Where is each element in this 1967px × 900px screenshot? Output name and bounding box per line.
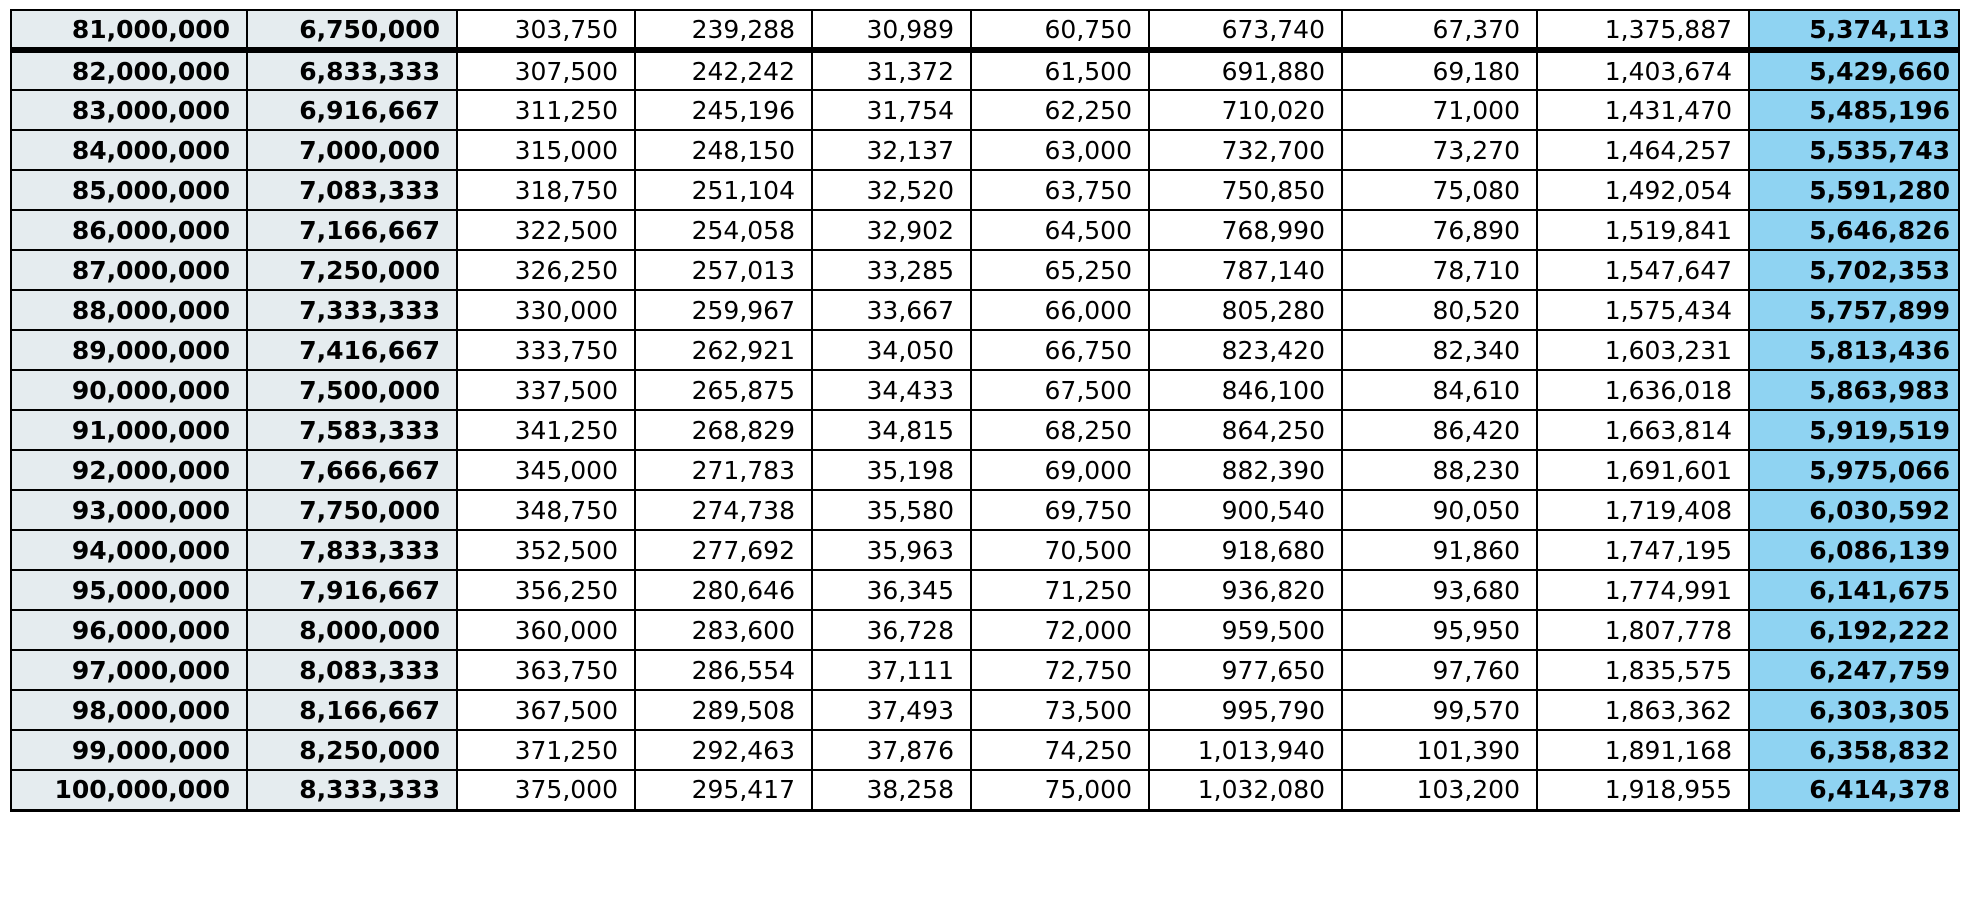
deduction-a-cell[interactable]: 375,000: [457, 770, 635, 810]
deduction-a-cell[interactable]: 341,250: [457, 410, 635, 450]
local-tax-cell[interactable]: 99,570: [1342, 690, 1537, 730]
local-tax-cell[interactable]: 95,950: [1342, 610, 1537, 650]
deduction-d-cell[interactable]: 62,250: [971, 90, 1149, 130]
net-amount-cell[interactable]: 5,919,519: [1749, 410, 1959, 450]
deduction-b-cell[interactable]: 274,738: [635, 490, 812, 530]
deduction-d-cell[interactable]: 71,250: [971, 570, 1149, 610]
monthly-amount-cell[interactable]: 7,166,667: [247, 210, 457, 250]
monthly-amount-cell[interactable]: 7,916,667: [247, 570, 457, 610]
deduction-d-cell[interactable]: 69,750: [971, 490, 1149, 530]
deduction-a-cell[interactable]: 371,250: [457, 730, 635, 770]
deduction-a-cell[interactable]: 337,500: [457, 370, 635, 410]
tax-cell[interactable]: 918,680: [1149, 530, 1342, 570]
monthly-amount-cell[interactable]: 7,750,000: [247, 490, 457, 530]
total-deduction-cell[interactable]: 1,863,362: [1537, 690, 1749, 730]
tax-cell[interactable]: 977,650: [1149, 650, 1342, 690]
table-row: [11, 690, 1959, 730]
table-row: [11, 210, 1959, 250]
gross-amount-cell[interactable]: 98,000,000: [11, 690, 247, 730]
deduction-a-cell[interactable]: 326,250: [457, 250, 635, 290]
net-amount-cell[interactable]: 5,485,196: [1749, 90, 1959, 130]
local-tax-cell[interactable]: 82,340: [1342, 330, 1537, 370]
gross-amount-cell[interactable]: 87,000,000: [11, 250, 247, 290]
deduction-b-cell[interactable]: 262,921: [635, 330, 812, 370]
gross-amount-cell[interactable]: 96,000,000: [11, 610, 247, 650]
deduction-c-cell[interactable]: 35,198: [812, 450, 971, 490]
net-amount-cell[interactable]: 5,429,660: [1749, 50, 1959, 90]
local-tax-cell[interactable]: 76,890: [1342, 210, 1537, 250]
net-amount-cell[interactable]: 6,303,305: [1749, 690, 1959, 730]
local-tax-cell[interactable]: 101,390: [1342, 730, 1537, 770]
deduction-d-cell[interactable]: 65,250: [971, 250, 1149, 290]
tax-cell[interactable]: 959,500: [1149, 610, 1342, 650]
deduction-b-cell[interactable]: 239,288: [635, 10, 812, 50]
table-row: [11, 10, 1959, 50]
deduction-b-cell[interactable]: 245,196: [635, 90, 812, 130]
total-deduction-cell[interactable]: 1,774,991: [1537, 570, 1749, 610]
deduction-b-cell[interactable]: 257,013: [635, 250, 812, 290]
table-row: [11, 290, 1959, 330]
deduction-a-cell[interactable]: 333,750: [457, 330, 635, 370]
deduction-d-cell[interactable]: 73,500: [971, 690, 1149, 730]
gross-amount-cell[interactable]: 82,000,000: [11, 50, 247, 90]
deduction-c-cell[interactable]: 34,815: [812, 410, 971, 450]
net-amount-cell[interactable]: 6,141,675: [1749, 570, 1959, 610]
net-amount-cell[interactable]: 5,374,113: [1749, 10, 1959, 50]
net-amount-cell[interactable]: 6,247,759: [1749, 650, 1959, 690]
monthly-amount-cell[interactable]: 7,416,667: [247, 330, 457, 370]
local-tax-cell[interactable]: 84,610: [1342, 370, 1537, 410]
deduction-a-cell[interactable]: 345,000: [457, 450, 635, 490]
table-row: [11, 650, 1959, 690]
deduction-d-cell[interactable]: 63,000: [971, 130, 1149, 170]
gross-amount-cell[interactable]: 97,000,000: [11, 650, 247, 690]
total-deduction-cell[interactable]: 1,431,470: [1537, 90, 1749, 130]
deduction-a-cell[interactable]: 315,000: [457, 130, 635, 170]
deduction-b-cell[interactable]: 292,463: [635, 730, 812, 770]
deduction-b-cell[interactable]: 277,692: [635, 530, 812, 570]
local-tax-cell[interactable]: 91,860: [1342, 530, 1537, 570]
table-row: [11, 170, 1959, 210]
deduction-a-cell[interactable]: 330,000: [457, 290, 635, 330]
salary-table: [10, 9, 1960, 812]
deduction-c-cell[interactable]: 36,345: [812, 570, 971, 610]
table-row: [11, 730, 1959, 770]
gross-amount-cell[interactable]: 92,000,000: [11, 450, 247, 490]
deduction-a-cell[interactable]: 367,500: [457, 690, 635, 730]
deduction-c-cell[interactable]: 35,580: [812, 490, 971, 530]
deduction-d-cell[interactable]: 68,250: [971, 410, 1149, 450]
deduction-c-cell[interactable]: 36,728: [812, 610, 971, 650]
deduction-b-cell[interactable]: 286,554: [635, 650, 812, 690]
gross-amount-cell[interactable]: 99,000,000: [11, 730, 247, 770]
monthly-amount-cell[interactable]: 7,833,333: [247, 530, 457, 570]
total-deduction-cell[interactable]: 1,891,168: [1537, 730, 1749, 770]
deduction-b-cell[interactable]: 268,829: [635, 410, 812, 450]
total-deduction-cell[interactable]: 1,747,195: [1537, 530, 1749, 570]
table-row: [11, 330, 1959, 370]
gross-amount-cell[interactable]: 85,000,000: [11, 170, 247, 210]
total-deduction-cell[interactable]: 1,547,647: [1537, 250, 1749, 290]
tax-cell[interactable]: 768,990: [1149, 210, 1342, 250]
table-row: [11, 130, 1959, 170]
monthly-amount-cell[interactable]: 8,083,333: [247, 650, 457, 690]
deduction-a-cell[interactable]: 322,500: [457, 210, 635, 250]
deduction-b-cell[interactable]: 271,783: [635, 450, 812, 490]
deduction-d-cell[interactable]: 64,500: [971, 210, 1149, 250]
deduction-c-cell[interactable]: 31,372: [812, 50, 971, 90]
tax-cell[interactable]: 846,100: [1149, 370, 1342, 410]
tax-cell[interactable]: 823,420: [1149, 330, 1342, 370]
local-tax-cell[interactable]: 90,050: [1342, 490, 1537, 530]
local-tax-cell[interactable]: 78,710: [1342, 250, 1537, 290]
gross-amount-cell[interactable]: 94,000,000: [11, 530, 247, 570]
deduction-b-cell[interactable]: 295,417: [635, 770, 812, 810]
gross-amount-cell[interactable]: 93,000,000: [11, 490, 247, 530]
deduction-c-cell[interactable]: 37,111: [812, 650, 971, 690]
deduction-c-cell[interactable]: 37,493: [812, 690, 971, 730]
deduction-d-cell[interactable]: 70,500: [971, 530, 1149, 570]
gross-amount-cell[interactable]: 100,000,000: [11, 770, 247, 810]
table-row: [11, 450, 1959, 490]
deduction-c-cell[interactable]: 32,902: [812, 210, 971, 250]
tax-cell[interactable]: 787,140: [1149, 250, 1342, 290]
net-amount-cell[interactable]: 5,535,743: [1749, 130, 1959, 170]
table-body: [11, 10, 1959, 810]
deduction-c-cell[interactable]: 35,963: [812, 530, 971, 570]
deduction-a-cell[interactable]: 363,750: [457, 650, 635, 690]
deduction-b-cell[interactable]: 280,646: [635, 570, 812, 610]
gross-amount-cell[interactable]: 95,000,000: [11, 570, 247, 610]
total-deduction-cell[interactable]: 1,663,814: [1537, 410, 1749, 450]
deduction-c-cell[interactable]: 32,520: [812, 170, 971, 210]
deduction-a-cell[interactable]: 311,250: [457, 90, 635, 130]
deduction-c-cell[interactable]: 38,258: [812, 770, 971, 810]
net-amount-cell[interactable]: 5,646,826: [1749, 210, 1959, 250]
gross-amount-cell[interactable]: 86,000,000: [11, 210, 247, 250]
net-amount-cell[interactable]: 6,030,592: [1749, 490, 1959, 530]
local-tax-cell[interactable]: 69,180: [1342, 50, 1537, 90]
table-row: [11, 770, 1959, 810]
table-row: [11, 370, 1959, 410]
tax-cell[interactable]: 936,820: [1149, 570, 1342, 610]
deduction-b-cell[interactable]: 283,600: [635, 610, 812, 650]
monthly-amount-cell[interactable]: 8,333,333: [247, 770, 457, 810]
gross-amount-cell[interactable]: 89,000,000: [11, 330, 247, 370]
monthly-amount-cell[interactable]: 6,833,333: [247, 50, 457, 90]
monthly-amount-cell[interactable]: 8,166,667: [247, 690, 457, 730]
monthly-amount-cell[interactable]: 8,250,000: [247, 730, 457, 770]
deduction-d-cell[interactable]: 61,500: [971, 50, 1149, 90]
total-deduction-cell[interactable]: 1,835,575: [1537, 650, 1749, 690]
net-amount-cell[interactable]: 5,813,436: [1749, 330, 1959, 370]
deduction-d-cell[interactable]: 72,750: [971, 650, 1149, 690]
tax-cell[interactable]: 1,032,080: [1149, 770, 1342, 810]
total-deduction-cell[interactable]: 1,519,841: [1537, 210, 1749, 250]
table-row: [11, 570, 1959, 610]
deduction-d-cell[interactable]: 67,500: [971, 370, 1149, 410]
total-deduction-cell[interactable]: 1,691,601: [1537, 450, 1749, 490]
monthly-amount-cell[interactable]: 8,000,000: [247, 610, 457, 650]
gross-amount-cell[interactable]: 88,000,000: [11, 290, 247, 330]
gross-amount-cell[interactable]: 91,000,000: [11, 410, 247, 450]
local-tax-cell[interactable]: 67,370: [1342, 10, 1537, 50]
local-tax-cell[interactable]: 80,520: [1342, 290, 1537, 330]
tax-cell[interactable]: 805,280: [1149, 290, 1342, 330]
table-row: [11, 530, 1959, 570]
local-tax-cell[interactable]: 86,420: [1342, 410, 1537, 450]
deduction-d-cell[interactable]: 66,750: [971, 330, 1149, 370]
monthly-amount-cell[interactable]: 7,583,333: [247, 410, 457, 450]
net-amount-cell[interactable]: 6,414,378: [1749, 770, 1959, 810]
deduction-a-cell[interactable]: 348,750: [457, 490, 635, 530]
deduction-d-cell[interactable]: 75,000: [971, 770, 1149, 810]
table-row: [11, 250, 1959, 290]
deduction-d-cell[interactable]: 60,750: [971, 10, 1149, 50]
tax-cell[interactable]: 1,013,940: [1149, 730, 1342, 770]
deduction-c-cell[interactable]: 33,285: [812, 250, 971, 290]
local-tax-cell[interactable]: 93,680: [1342, 570, 1537, 610]
tax-cell[interactable]: 900,540: [1149, 490, 1342, 530]
table-row: [11, 90, 1959, 130]
deduction-b-cell[interactable]: 289,508: [635, 690, 812, 730]
net-amount-cell[interactable]: 5,863,983: [1749, 370, 1959, 410]
deduction-b-cell[interactable]: 242,242: [635, 50, 812, 90]
total-deduction-cell[interactable]: 1,464,257: [1537, 130, 1749, 170]
deduction-c-cell[interactable]: 32,137: [812, 130, 971, 170]
total-deduction-cell[interactable]: 1,603,231: [1537, 330, 1749, 370]
deduction-b-cell[interactable]: 254,058: [635, 210, 812, 250]
local-tax-cell[interactable]: 88,230: [1342, 450, 1537, 490]
deduction-a-cell[interactable]: 352,500: [457, 530, 635, 570]
deduction-d-cell[interactable]: 66,000: [971, 290, 1149, 330]
deduction-a-cell[interactable]: 307,500: [457, 50, 635, 90]
deduction-a-cell[interactable]: 356,250: [457, 570, 635, 610]
deduction-d-cell[interactable]: 72,000: [971, 610, 1149, 650]
total-deduction-cell[interactable]: 1,492,054: [1537, 170, 1749, 210]
deduction-d-cell[interactable]: 74,250: [971, 730, 1149, 770]
tax-cell[interactable]: 750,850: [1149, 170, 1342, 210]
gross-amount-cell[interactable]: 90,000,000: [11, 370, 247, 410]
deduction-d-cell[interactable]: 63,750: [971, 170, 1149, 210]
total-deduction-cell[interactable]: 1,918,955: [1537, 770, 1749, 810]
monthly-amount-cell[interactable]: 7,000,000: [247, 130, 457, 170]
deduction-c-cell[interactable]: 34,433: [812, 370, 971, 410]
deduction-c-cell[interactable]: 33,667: [812, 290, 971, 330]
monthly-amount-cell[interactable]: 7,250,000: [247, 250, 457, 290]
gross-amount-cell[interactable]: 83,000,000: [11, 90, 247, 130]
tax-cell[interactable]: 691,880: [1149, 50, 1342, 90]
net-amount-cell[interactable]: 6,086,139: [1749, 530, 1959, 570]
gross-amount-cell[interactable]: 84,000,000: [11, 130, 247, 170]
gross-amount-cell[interactable]: 81,000,000: [11, 10, 247, 50]
total-deduction-cell[interactable]: 1,403,674: [1537, 50, 1749, 90]
monthly-amount-cell[interactable]: 6,750,000: [247, 10, 457, 50]
net-amount-cell[interactable]: 6,358,832: [1749, 730, 1959, 770]
local-tax-cell[interactable]: 73,270: [1342, 130, 1537, 170]
table-row: [11, 410, 1959, 450]
total-deduction-cell[interactable]: 1,375,887: [1537, 10, 1749, 50]
tax-cell[interactable]: 673,740: [1149, 10, 1342, 50]
local-tax-cell[interactable]: 75,080: [1342, 170, 1537, 210]
deduction-c-cell[interactable]: 30,989: [812, 10, 971, 50]
deduction-b-cell[interactable]: 251,104: [635, 170, 812, 210]
deduction-a-cell[interactable]: 360,000: [457, 610, 635, 650]
monthly-amount-cell[interactable]: 6,916,667: [247, 90, 457, 130]
local-tax-cell[interactable]: 97,760: [1342, 650, 1537, 690]
total-deduction-cell[interactable]: 1,636,018: [1537, 370, 1749, 410]
monthly-amount-cell[interactable]: 7,500,000: [247, 370, 457, 410]
local-tax-cell[interactable]: 71,000: [1342, 90, 1537, 130]
deduction-b-cell[interactable]: 248,150: [635, 130, 812, 170]
net-amount-cell[interactable]: 5,591,280: [1749, 170, 1959, 210]
net-amount-cell[interactable]: 5,702,353: [1749, 250, 1959, 290]
table-row: [11, 490, 1959, 530]
net-amount-cell[interactable]: 5,975,066: [1749, 450, 1959, 490]
tax-cell[interactable]: 732,700: [1149, 130, 1342, 170]
tax-cell[interactable]: 882,390: [1149, 450, 1342, 490]
deduction-c-cell[interactable]: 34,050: [812, 330, 971, 370]
local-tax-cell[interactable]: 103,200: [1342, 770, 1537, 810]
tax-cell[interactable]: 995,790: [1149, 690, 1342, 730]
deduction-c-cell[interactable]: 31,754: [812, 90, 971, 130]
deduction-c-cell[interactable]: 37,876: [812, 730, 971, 770]
deduction-d-cell[interactable]: 69,000: [971, 450, 1149, 490]
deduction-b-cell[interactable]: 259,967: [635, 290, 812, 330]
table-row: [11, 50, 1959, 90]
deduction-a-cell[interactable]: 303,750: [457, 10, 635, 50]
total-deduction-cell[interactable]: 1,575,434: [1537, 290, 1749, 330]
deduction-a-cell[interactable]: 318,750: [457, 170, 635, 210]
monthly-amount-cell[interactable]: 7,666,667: [247, 450, 457, 490]
tax-cell[interactable]: 864,250: [1149, 410, 1342, 450]
monthly-amount-cell[interactable]: 7,083,333: [247, 170, 457, 210]
tax-cell[interactable]: 710,020: [1149, 90, 1342, 130]
table-row: [11, 610, 1959, 650]
net-amount-cell[interactable]: 5,757,899: [1749, 290, 1959, 330]
total-deduction-cell[interactable]: 1,719,408: [1537, 490, 1749, 530]
deduction-b-cell[interactable]: 265,875: [635, 370, 812, 410]
total-deduction-cell[interactable]: 1,807,778: [1537, 610, 1749, 650]
monthly-amount-cell[interactable]: 7,333,333: [247, 290, 457, 330]
net-amount-cell[interactable]: 6,192,222: [1749, 610, 1959, 650]
